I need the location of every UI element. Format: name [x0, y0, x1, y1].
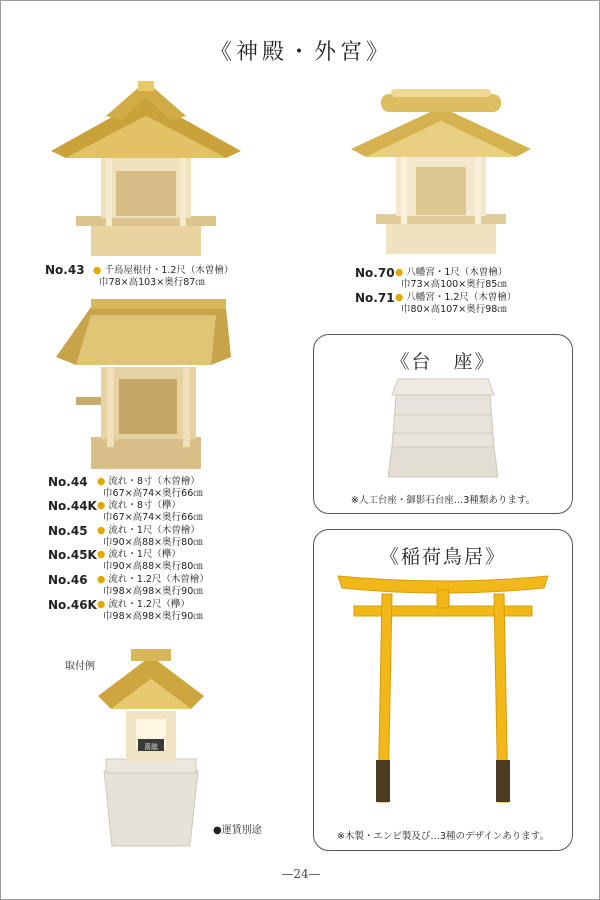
product-no45k-desc: 流れ・1尺（欅） — [108, 549, 181, 560]
plaque-text: 喜総 — [144, 743, 158, 751]
torii-image — [336, 572, 550, 822]
bullet-icon: ● — [97, 476, 106, 487]
product-no46-spec — [97, 574, 209, 598]
product-no43-spec — [93, 265, 233, 289]
bullet-icon: ● — [97, 599, 106, 610]
bullet-icon: ● — [395, 267, 404, 278]
product-no45-desc: 流れ・1尺（木曽檜） — [108, 525, 200, 536]
product-no70-spec — [395, 267, 507, 291]
product-no44k-number: No.44K — [48, 499, 97, 513]
product-no45-number: No.45 — [48, 524, 88, 538]
pedestal-panel — [313, 334, 573, 514]
torii-note: ※木製・エンビ製及び…3種のデザインあります。 — [336, 831, 550, 842]
product-no70-number: No.70 — [355, 266, 395, 280]
page-title: 《神殿・外宮》 — [209, 40, 392, 65]
product-no44k-desc: 流れ・8寸（欅） — [108, 500, 181, 511]
product-no45k-size: 巾90×高88×奥行80㎝ — [103, 561, 203, 572]
product-no43-desc: 千鳥屋根付・1.2尺（木曽檜） — [104, 265, 234, 276]
product-no71-spec — [395, 292, 516, 316]
installation-example-image — [96, 641, 206, 851]
product-no43-size: 巾78×高103×奥行87㎝ — [99, 277, 205, 288]
bullet-icon: ● — [97, 500, 106, 511]
product-no46k-size: 巾98×高98×奥行90㎝ — [103, 611, 203, 622]
example-label: 取付例 — [65, 661, 95, 672]
torii-title: 《稲荷鳥居》 — [379, 546, 506, 568]
product-no45-size: 巾90×高88×奥行80㎝ — [103, 537, 203, 548]
product-no46-desc: 流れ・1.2尺（木曽檜） — [108, 574, 209, 585]
shrine-no70-image — [346, 79, 536, 259]
page-number: —24— — [281, 867, 321, 881]
product-no71-number: No.71 — [355, 291, 395, 305]
product-no46k-desc: 流れ・1.2尺（欅） — [108, 599, 190, 610]
product-no45-spec — [97, 525, 203, 549]
product-no46-size: 巾98×高98×奥行90㎝ — [103, 586, 203, 597]
shipping-note: ●運賃別途 — [213, 825, 262, 836]
product-no45k-number: No.45K — [48, 548, 97, 562]
product-no44-spec — [97, 476, 203, 500]
pedestal-title: 《台 座》 — [390, 351, 496, 373]
product-no70-desc: 八幡宮・1尺（木曽檜） — [406, 267, 508, 278]
product-no44-number: No.44 — [48, 475, 88, 489]
bullet-icon: ● — [395, 292, 404, 303]
shrine-no43-image — [46, 76, 246, 261]
bullet-icon: ● — [97, 525, 106, 536]
product-no45k-spec — [97, 549, 203, 573]
product-no46k-number: No.46K — [48, 598, 97, 612]
product-no44k-size: 巾67×高74×奥行66㎝ — [103, 512, 203, 523]
product-no71-size: 巾80×高107×奥行98㎝ — [401, 304, 507, 315]
bullet-icon: ● — [93, 265, 102, 276]
product-no44-size: 巾67×高74×奥行66㎝ — [103, 488, 203, 499]
product-no70-size: 巾73×高100×奥行85㎝ — [401, 279, 507, 290]
product-no71-desc: 八幡宮・1.2尺（木曽檜） — [406, 292, 517, 303]
pedestal-note: ※人工台座・御影石台座…3種類あります。 — [350, 495, 536, 506]
bullet-icon: ● — [97, 574, 106, 585]
product-no46k-spec — [97, 599, 203, 623]
pedestal-image — [384, 377, 502, 487]
product-no44-desc: 流れ・8寸（木曽檜） — [108, 476, 200, 487]
product-no43-number: No.43 — [45, 263, 85, 277]
product-no46-number: No.46 — [48, 573, 88, 587]
bullet-icon: ● — [97, 549, 106, 560]
torii-panel — [313, 529, 573, 851]
product-no44k-spec — [97, 500, 203, 524]
shrine-no44-image — [51, 297, 236, 472]
